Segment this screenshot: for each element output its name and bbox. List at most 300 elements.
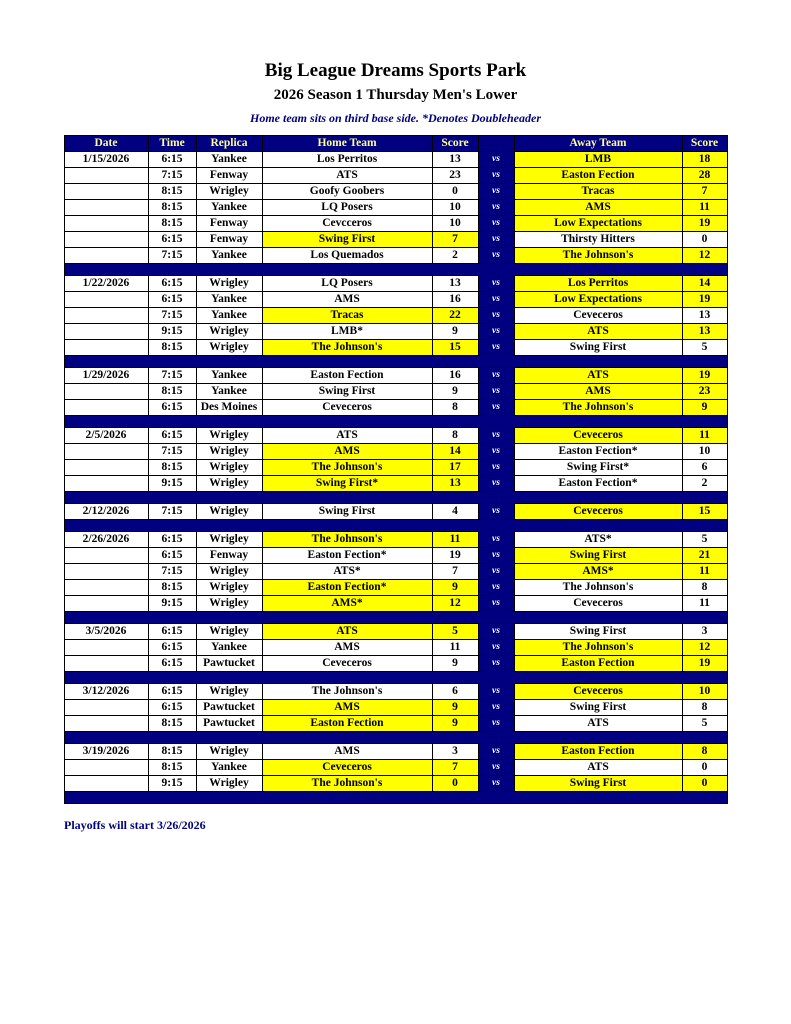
away-score-cell: 21 [682, 548, 727, 564]
replica-cell: Yankee [196, 760, 262, 776]
vs-cell: vs [478, 656, 514, 672]
home-team-cell: Swing First* [262, 476, 432, 492]
date-cell [64, 308, 148, 324]
replica-cell: Wrigley [196, 684, 262, 700]
away-team-cell: Ceveceros [514, 504, 682, 520]
home-score-cell: 11 [432, 640, 478, 656]
home-team-cell: Easton Fection [262, 368, 432, 384]
game-row [64, 760, 727, 776]
away-team-cell: Swing First [514, 548, 682, 564]
vs-cell: vs [478, 384, 514, 400]
home-score-cell: 16 [432, 368, 478, 384]
home-score-cell: 22 [432, 308, 478, 324]
game-row [64, 776, 727, 792]
replica-cell: Wrigley [196, 744, 262, 760]
game-row [64, 744, 727, 760]
home-score-cell: 16 [432, 292, 478, 308]
home-team-cell: Los Perritos [262, 152, 432, 168]
vs-cell: vs [478, 340, 514, 356]
vs-cell: vs [478, 548, 514, 564]
vs-cell: vs [478, 580, 514, 596]
replica-cell: Yankee [196, 152, 262, 168]
home-score-cell: 7 [432, 760, 478, 776]
group-separator-bar [64, 792, 727, 804]
date-cell: 2/26/2026 [64, 532, 148, 548]
away-team-cell: Easton Fection [514, 168, 682, 184]
replica-cell: Wrigley [196, 184, 262, 200]
vs-cell: vs [478, 532, 514, 548]
time-cell: 9:15 [148, 324, 196, 340]
time-cell: 8:15 [148, 216, 196, 232]
game-row [64, 596, 727, 612]
home-team-cell: Goofy Goobers [262, 184, 432, 200]
vs-cell: vs [478, 596, 514, 612]
away-team-cell: The Johnson's [514, 580, 682, 596]
home-score-cell: 23 [432, 168, 478, 184]
time-cell: 6:15 [148, 656, 196, 672]
vs-cell: vs [478, 428, 514, 444]
vs-cell: vs [478, 368, 514, 384]
game-row [64, 324, 727, 340]
replica-cell: Pawtucket [196, 656, 262, 672]
vs-cell: vs [478, 564, 514, 580]
game-row [64, 504, 727, 520]
replica-cell: Fenway [196, 548, 262, 564]
game-row [64, 308, 727, 324]
game-row [64, 580, 727, 596]
home-score-cell: 12 [432, 596, 478, 612]
replica-cell: Des Moines [196, 400, 262, 416]
away-team-cell: Swing First [514, 776, 682, 792]
vs-cell: vs [478, 684, 514, 700]
home-score-cell: 0 [432, 184, 478, 200]
playoffs-note: Playoffs will start 3/26/2026 [64, 818, 206, 832]
date-cell: 2/12/2026 [64, 504, 148, 520]
group-separator [64, 672, 727, 684]
home-score-cell: 2 [432, 248, 478, 264]
replica-cell: Wrigley [196, 324, 262, 340]
home-team-cell: The Johnson's [262, 532, 432, 548]
home-score-cell: 19 [432, 548, 478, 564]
group-separator-bar [64, 356, 727, 368]
vs-cell: vs [478, 744, 514, 760]
time-cell: 6:15 [148, 640, 196, 656]
game-row [64, 232, 727, 248]
vs-cell: vs [478, 248, 514, 264]
time-cell: 9:15 [148, 596, 196, 612]
away-team-cell: Swing First [514, 340, 682, 356]
vs-cell: vs [478, 168, 514, 184]
home-team-cell: Easton Fection* [262, 548, 432, 564]
vs-cell: vs [478, 200, 514, 216]
col-header-away-score: Score [682, 136, 727, 152]
away-team-cell: Easton Fection [514, 744, 682, 760]
vs-cell: vs [478, 504, 514, 520]
time-cell: 7:15 [148, 248, 196, 264]
time-cell: 7:15 [148, 564, 196, 580]
replica-cell: Fenway [196, 168, 262, 184]
away-score-cell: 10 [682, 684, 727, 700]
time-cell: 9:15 [148, 476, 196, 492]
time-cell: 7:15 [148, 368, 196, 384]
date-cell [64, 776, 148, 792]
replica-cell: Wrigley [196, 776, 262, 792]
away-team-cell: Los Perritos [514, 276, 682, 292]
time-cell: 6:15 [148, 624, 196, 640]
replica-cell: Wrigley [196, 564, 262, 580]
away-team-cell: Swing First [514, 700, 682, 716]
away-team-cell: AMS [514, 384, 682, 400]
home-team-cell: Swing First [262, 504, 432, 520]
away-team-cell: AMS* [514, 564, 682, 580]
date-cell [64, 640, 148, 656]
away-team-cell: Thirsty Hitters [514, 232, 682, 248]
away-team-cell: The Johnson's [514, 640, 682, 656]
date-cell: 3/19/2026 [64, 744, 148, 760]
home-score-cell: 9 [432, 716, 478, 732]
away-team-cell: ATS [514, 324, 682, 340]
date-cell [64, 200, 148, 216]
away-team-cell: Tracas [514, 184, 682, 200]
vs-cell: vs [478, 324, 514, 340]
away-score-cell: 6 [682, 460, 727, 476]
replica-cell: Yankee [196, 248, 262, 264]
vs-cell: vs [478, 216, 514, 232]
home-team-cell: Cevcceros [262, 216, 432, 232]
home-team-cell: ATS* [262, 564, 432, 580]
home-team-cell: The Johnson's [262, 684, 432, 700]
date-cell: 1/15/2026 [64, 152, 148, 168]
time-cell: 8:15 [148, 184, 196, 200]
group-separator [64, 356, 727, 368]
replica-cell: Wrigley [196, 460, 262, 476]
away-team-cell: The Johnson's [514, 248, 682, 264]
away-score-cell: 5 [682, 716, 727, 732]
time-cell: 6:15 [148, 292, 196, 308]
vs-cell: vs [478, 400, 514, 416]
away-score-cell: 8 [682, 744, 727, 760]
vs-cell: vs [478, 640, 514, 656]
group-separator-bar [64, 732, 727, 744]
date-cell [64, 596, 148, 612]
away-team-cell: Easton Fection [514, 656, 682, 672]
home-team-cell: ATS [262, 428, 432, 444]
date-cell [64, 248, 148, 264]
page-title: Big League Dreams Sports Park [264, 60, 527, 81]
away-team-cell: ATS [514, 760, 682, 776]
away-team-cell: ATS [514, 716, 682, 732]
vs-cell: vs [478, 232, 514, 248]
away-team-cell: Ceveceros [514, 428, 682, 444]
game-row [64, 700, 727, 716]
away-score-cell: 13 [682, 308, 727, 324]
home-team-cell: Ceveceros [262, 400, 432, 416]
away-team-cell: Easton Fection* [514, 476, 682, 492]
col-header-home-score: Score [432, 136, 478, 152]
vs-cell: vs [478, 760, 514, 776]
home-score-cell: 17 [432, 460, 478, 476]
away-score-cell: 15 [682, 504, 727, 520]
time-cell: 8:15 [148, 340, 196, 356]
time-cell: 6:15 [148, 428, 196, 444]
home-score-cell: 4 [432, 504, 478, 520]
home-score-cell: 11 [432, 532, 478, 548]
home-team-cell: AMS [262, 640, 432, 656]
away-score-cell: 0 [682, 776, 727, 792]
away-score-cell: 11 [682, 428, 727, 444]
date-cell [64, 324, 148, 340]
game-row [64, 684, 727, 700]
time-cell: 9:15 [148, 776, 196, 792]
time-cell: 6:15 [148, 548, 196, 564]
date-cell [64, 400, 148, 416]
replica-cell: Yankee [196, 384, 262, 400]
replica-cell: Wrigley [196, 428, 262, 444]
game-row [64, 292, 727, 308]
home-team-cell: Easton Fection [262, 716, 432, 732]
replica-cell: Fenway [196, 216, 262, 232]
home-team-cell: AMS [262, 292, 432, 308]
group-separator-bar [64, 492, 727, 504]
table-header-row [64, 136, 727, 152]
page-note: Home team sits on third base side. *Denotes Doubleheader [250, 111, 541, 125]
away-score-cell: 10 [682, 444, 727, 460]
replica-cell: Wrigley [196, 476, 262, 492]
away-score-cell: 9 [682, 400, 727, 416]
group-separator-bar [64, 520, 727, 532]
group-separator [64, 264, 727, 276]
replica-cell: Yankee [196, 200, 262, 216]
date-cell [64, 216, 148, 232]
vs-cell: vs [478, 444, 514, 460]
away-score-cell: 12 [682, 248, 727, 264]
away-score-cell: 11 [682, 596, 727, 612]
home-score-cell: 7 [432, 564, 478, 580]
game-row [64, 716, 727, 732]
home-team-cell: AMS [262, 444, 432, 460]
replica-cell: Wrigley [196, 276, 262, 292]
date-cell [64, 460, 148, 476]
game-row [64, 340, 727, 356]
home-score-cell: 8 [432, 428, 478, 444]
group-separator [64, 732, 727, 744]
replica-cell: Yankee [196, 308, 262, 324]
time-cell: 7:15 [148, 168, 196, 184]
away-score-cell: 0 [682, 232, 727, 248]
date-cell [64, 700, 148, 716]
date-cell: 1/22/2026 [64, 276, 148, 292]
home-score-cell: 10 [432, 200, 478, 216]
game-row [64, 640, 727, 656]
away-team-cell: Low Expectations [514, 216, 682, 232]
game-row [64, 428, 727, 444]
col-header-time: Time [148, 136, 196, 152]
home-score-cell: 0 [432, 776, 478, 792]
time-cell: 7:15 [148, 504, 196, 520]
away-score-cell: 8 [682, 700, 727, 716]
group-separator [64, 520, 727, 532]
game-row [64, 564, 727, 580]
away-score-cell: 8 [682, 580, 727, 596]
away-team-cell: Ceveceros [514, 684, 682, 700]
game-row [64, 276, 727, 292]
time-cell: 8:15 [148, 384, 196, 400]
date-cell [64, 384, 148, 400]
vs-cell: vs [478, 152, 514, 168]
game-row [64, 152, 727, 168]
away-score-cell: 7 [682, 184, 727, 200]
home-team-cell: AMS* [262, 596, 432, 612]
date-cell [64, 444, 148, 460]
date-cell [64, 580, 148, 596]
time-cell: 6:15 [148, 700, 196, 716]
date-cell: 2/5/2026 [64, 428, 148, 444]
game-row [64, 184, 727, 200]
home-team-cell: LQ Posers [262, 276, 432, 292]
home-team-cell: Swing First [262, 232, 432, 248]
away-team-cell: Easton Fection* [514, 444, 682, 460]
home-score-cell: 6 [432, 684, 478, 700]
home-team-cell: AMS [262, 700, 432, 716]
game-row [64, 476, 727, 492]
home-score-cell: 10 [432, 216, 478, 232]
date-cell [64, 656, 148, 672]
home-score-cell: 5 [432, 624, 478, 640]
home-team-cell: Los Quemados [262, 248, 432, 264]
away-score-cell: 28 [682, 168, 727, 184]
group-separator [64, 792, 727, 804]
game-row [64, 368, 727, 384]
time-cell: 8:15 [148, 716, 196, 732]
replica-cell: Yankee [196, 368, 262, 384]
page-subtitle: 2026 Season 1 Thursday Men's Lower [273, 87, 518, 103]
away-score-cell: 23 [682, 384, 727, 400]
home-score-cell: 9 [432, 656, 478, 672]
date-cell [64, 292, 148, 308]
away-team-cell: Swing First [514, 624, 682, 640]
replica-cell: Yankee [196, 640, 262, 656]
away-score-cell: 13 [682, 324, 727, 340]
date-cell [64, 548, 148, 564]
away-score-cell: 11 [682, 564, 727, 580]
home-team-cell: Ceveceros [262, 760, 432, 776]
home-team-cell: ATS [262, 624, 432, 640]
date-cell [64, 564, 148, 580]
time-cell: 6:15 [148, 276, 196, 292]
game-row [64, 216, 727, 232]
away-team-cell: The Johnson's [514, 400, 682, 416]
away-score-cell: 5 [682, 340, 727, 356]
replica-cell: Wrigley [196, 580, 262, 596]
replica-cell: Fenway [196, 232, 262, 248]
time-cell: 8:15 [148, 200, 196, 216]
home-team-cell: Easton Fection* [262, 580, 432, 596]
schedule-table-body [64, 152, 727, 804]
home-team-cell: The Johnson's [262, 460, 432, 476]
group-separator-bar [64, 264, 727, 276]
group-separator-bar [64, 672, 727, 684]
home-team-cell: LMB* [262, 324, 432, 340]
time-cell: 6:15 [148, 684, 196, 700]
time-cell: 7:15 [148, 444, 196, 460]
date-cell: 1/29/2026 [64, 368, 148, 384]
replica-cell: Yankee [196, 292, 262, 308]
game-row [64, 444, 727, 460]
away-team-cell: Ceveceros [514, 308, 682, 324]
home-team-cell: Swing First [262, 384, 432, 400]
home-score-cell: 13 [432, 276, 478, 292]
home-score-cell: 9 [432, 580, 478, 596]
time-cell: 6:15 [148, 532, 196, 548]
away-team-cell: AMS [514, 200, 682, 216]
time-cell: 8:15 [148, 580, 196, 596]
home-team-cell: The Johnson's [262, 340, 432, 356]
home-team-cell: AMS [262, 744, 432, 760]
game-row [64, 548, 727, 564]
home-score-cell: 3 [432, 744, 478, 760]
away-score-cell: 3 [682, 624, 727, 640]
time-cell: 7:15 [148, 308, 196, 324]
away-score-cell: 0 [682, 760, 727, 776]
group-separator [64, 492, 727, 504]
replica-cell: Wrigley [196, 596, 262, 612]
home-team-cell: Tracas [262, 308, 432, 324]
home-team-cell: The Johnson's [262, 776, 432, 792]
home-score-cell: 15 [432, 340, 478, 356]
game-row [64, 624, 727, 640]
date-cell: 3/5/2026 [64, 624, 148, 640]
time-cell: 8:15 [148, 460, 196, 476]
home-score-cell: 9 [432, 384, 478, 400]
replica-cell: Wrigley [196, 504, 262, 520]
away-score-cell: 11 [682, 200, 727, 216]
col-header-home-team: Home Team [262, 136, 432, 152]
date-cell [64, 340, 148, 356]
game-row [64, 248, 727, 264]
date-cell [64, 716, 148, 732]
date-cell [64, 184, 148, 200]
vs-cell: vs [478, 624, 514, 640]
group-separator-bar [64, 612, 727, 624]
game-row [64, 532, 727, 548]
col-header-date: Date [64, 136, 148, 152]
group-separator [64, 416, 727, 428]
home-team-cell: LQ Posers [262, 200, 432, 216]
vs-cell: vs [478, 476, 514, 492]
replica-cell: Wrigley [196, 340, 262, 356]
date-cell: 3/12/2026 [64, 684, 148, 700]
date-cell [64, 760, 148, 776]
replica-cell: Pawtucket [196, 716, 262, 732]
game-row [64, 400, 727, 416]
vs-cell: vs [478, 460, 514, 476]
vs-cell: vs [478, 292, 514, 308]
schedule-table [64, 135, 728, 804]
away-team-cell: Low Expectations [514, 292, 682, 308]
vs-cell: vs [478, 184, 514, 200]
col-header-replica: Replica [196, 136, 262, 152]
away-team-cell: ATS [514, 368, 682, 384]
game-row [64, 384, 727, 400]
away-score-cell: 12 [682, 640, 727, 656]
vs-cell: vs [478, 716, 514, 732]
date-cell [64, 232, 148, 248]
time-cell: 6:15 [148, 232, 196, 248]
group-separator-bar [64, 416, 727, 428]
home-score-cell: 7 [432, 232, 478, 248]
game-row [64, 460, 727, 476]
col-header-vs [478, 136, 514, 152]
